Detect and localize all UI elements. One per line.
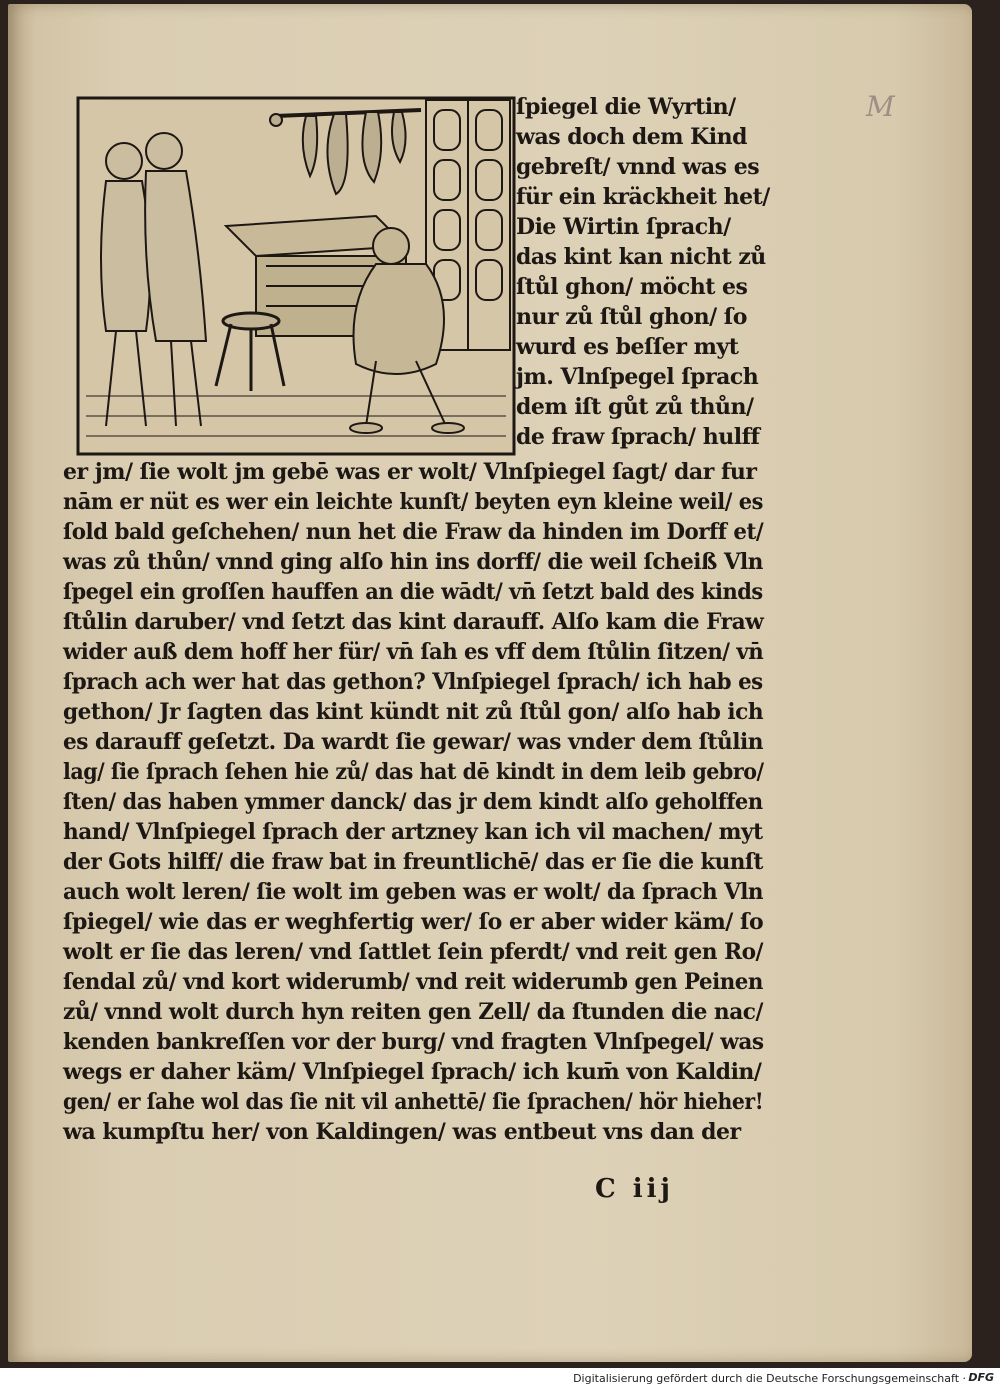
text-line: gen/ er ſahe wol das ſie nit vil anhettē/ ſie ſprachen/ hör hieher! (63, 1089, 764, 1115)
text-line: gebreſt/ vnnd was es (516, 154, 760, 180)
text-line: nām er nüt es wer ein leichte kunſt/ beyten eyn kleine weil/ es (63, 489, 763, 515)
text-line: jm. Vlnſpegel ſprach (516, 364, 759, 390)
text-line: kenden bankreſſen vor der burg/ vnd fragten Vlnſpegel/ was (63, 1029, 764, 1055)
text-line: ſendal zů/ vnd kort widerumb/ vnd reit widerumb gen Peinen (63, 969, 763, 995)
marginal-note: M (866, 90, 894, 123)
text-line: ſpiegel/ wie das er weghfertig wer/ ſo er aber wider käm/ ſo (63, 909, 764, 935)
text-line: für ein kräckheit het/ (516, 184, 770, 210)
text-line: wider auß dem hoff her für/ vn̄ ſah es vff dem ſtůlin ſitzen/ vn̄ (63, 639, 764, 665)
text-line: ſprach ach wer hat das gethon? Vlnſpiegel ſprach/ ich hab es (63, 669, 763, 695)
text-line: wa kumpſtu her/ von Kaldingen/ was entbeut vns dan der (63, 1119, 741, 1145)
text-line: Die Wirtin ſprach/ (516, 214, 731, 240)
text-line: das kint kan nicht zů (516, 244, 766, 270)
funding-credit: Digitalisierung gefördert durch die Deutsche Forschungsgemeinschaft · (573, 1372, 966, 1385)
text-line: lag/ ſie ſprach ſehen hie zů/ das hat dē kindt in dem leib gebro/ (63, 759, 764, 785)
text-line: ſten/ das haben ymmer danck/ das jr dem kindt alſo geholffen (63, 789, 763, 815)
text-line: auch wolt leren/ ſie wolt im geben was er wolt/ da ſprach Vln (63, 879, 764, 905)
text-line: was doch dem Kind (516, 124, 748, 150)
text-line: de fraw ſprach/ hulff (516, 424, 760, 450)
text-line: wurd es beſſer myt (516, 334, 739, 360)
text-line: es darauff geſetzt. Da wardt ſie gewar/ was vnder dem ſtůlin (63, 729, 764, 755)
signature-mark: C iij (595, 1174, 674, 1204)
text-line: was zů thůn/ vnnd ging alſo hin ins dorff/ die weil ſcheiß Vln (63, 549, 763, 575)
text-line: ſtůlin daruber/ vnd ſetzt das kint darauff. Alſo kam die Fraw (63, 609, 764, 635)
woodcut-illustration (76, 96, 516, 456)
text-line: ſpegel ein groſſen hauffen an die wādt/ vn̄ ſetzt bald des kinds (63, 579, 763, 605)
book-page (8, 4, 972, 1362)
text-line: gethon/ Jr ſagten das kint kündt nit zů ſtůl gon/ alſo hab ich (63, 699, 764, 725)
text-line: wolt er ſie das leren/ vnd ſattlet ſein pferdt/ vnd reit gen Ro/ (63, 939, 763, 965)
text-line: wegs er daher käm/ Vlnſpiegel ſprach/ ich kum̄ von Kaldin/ (63, 1059, 762, 1085)
text-line: ſpiegel die Wyrtin/ (516, 94, 736, 120)
dfg-logo: DFG (968, 1371, 994, 1384)
text-line: hand/ Vlnſpiegel ſprach der artzney kan ich vil machen/ myt (63, 819, 763, 845)
text-line: der Gots hilff/ die fraw bat in freuntlichē/ das er ſie die kunſt (63, 849, 763, 875)
text-line: ſold bald geſchehen/ nun het die Fraw da hinden im Dorff et/ (63, 519, 764, 545)
text-line: zů/ vnnd wolt durch hyn reiten gen Zell/ da ſtunden die nac/ (63, 999, 763, 1025)
text-line: er jm/ ſie wolt jm gebē was er wolt/ Vlnſpiegel ſagt/ dar fur (63, 459, 757, 485)
text-line: ſtůl ghon/ möcht es (516, 274, 748, 300)
text-line: nur zů ſtůl ghon/ ſo (516, 304, 747, 330)
text-line: dem iſt gůt zů thůn/ (516, 394, 754, 420)
